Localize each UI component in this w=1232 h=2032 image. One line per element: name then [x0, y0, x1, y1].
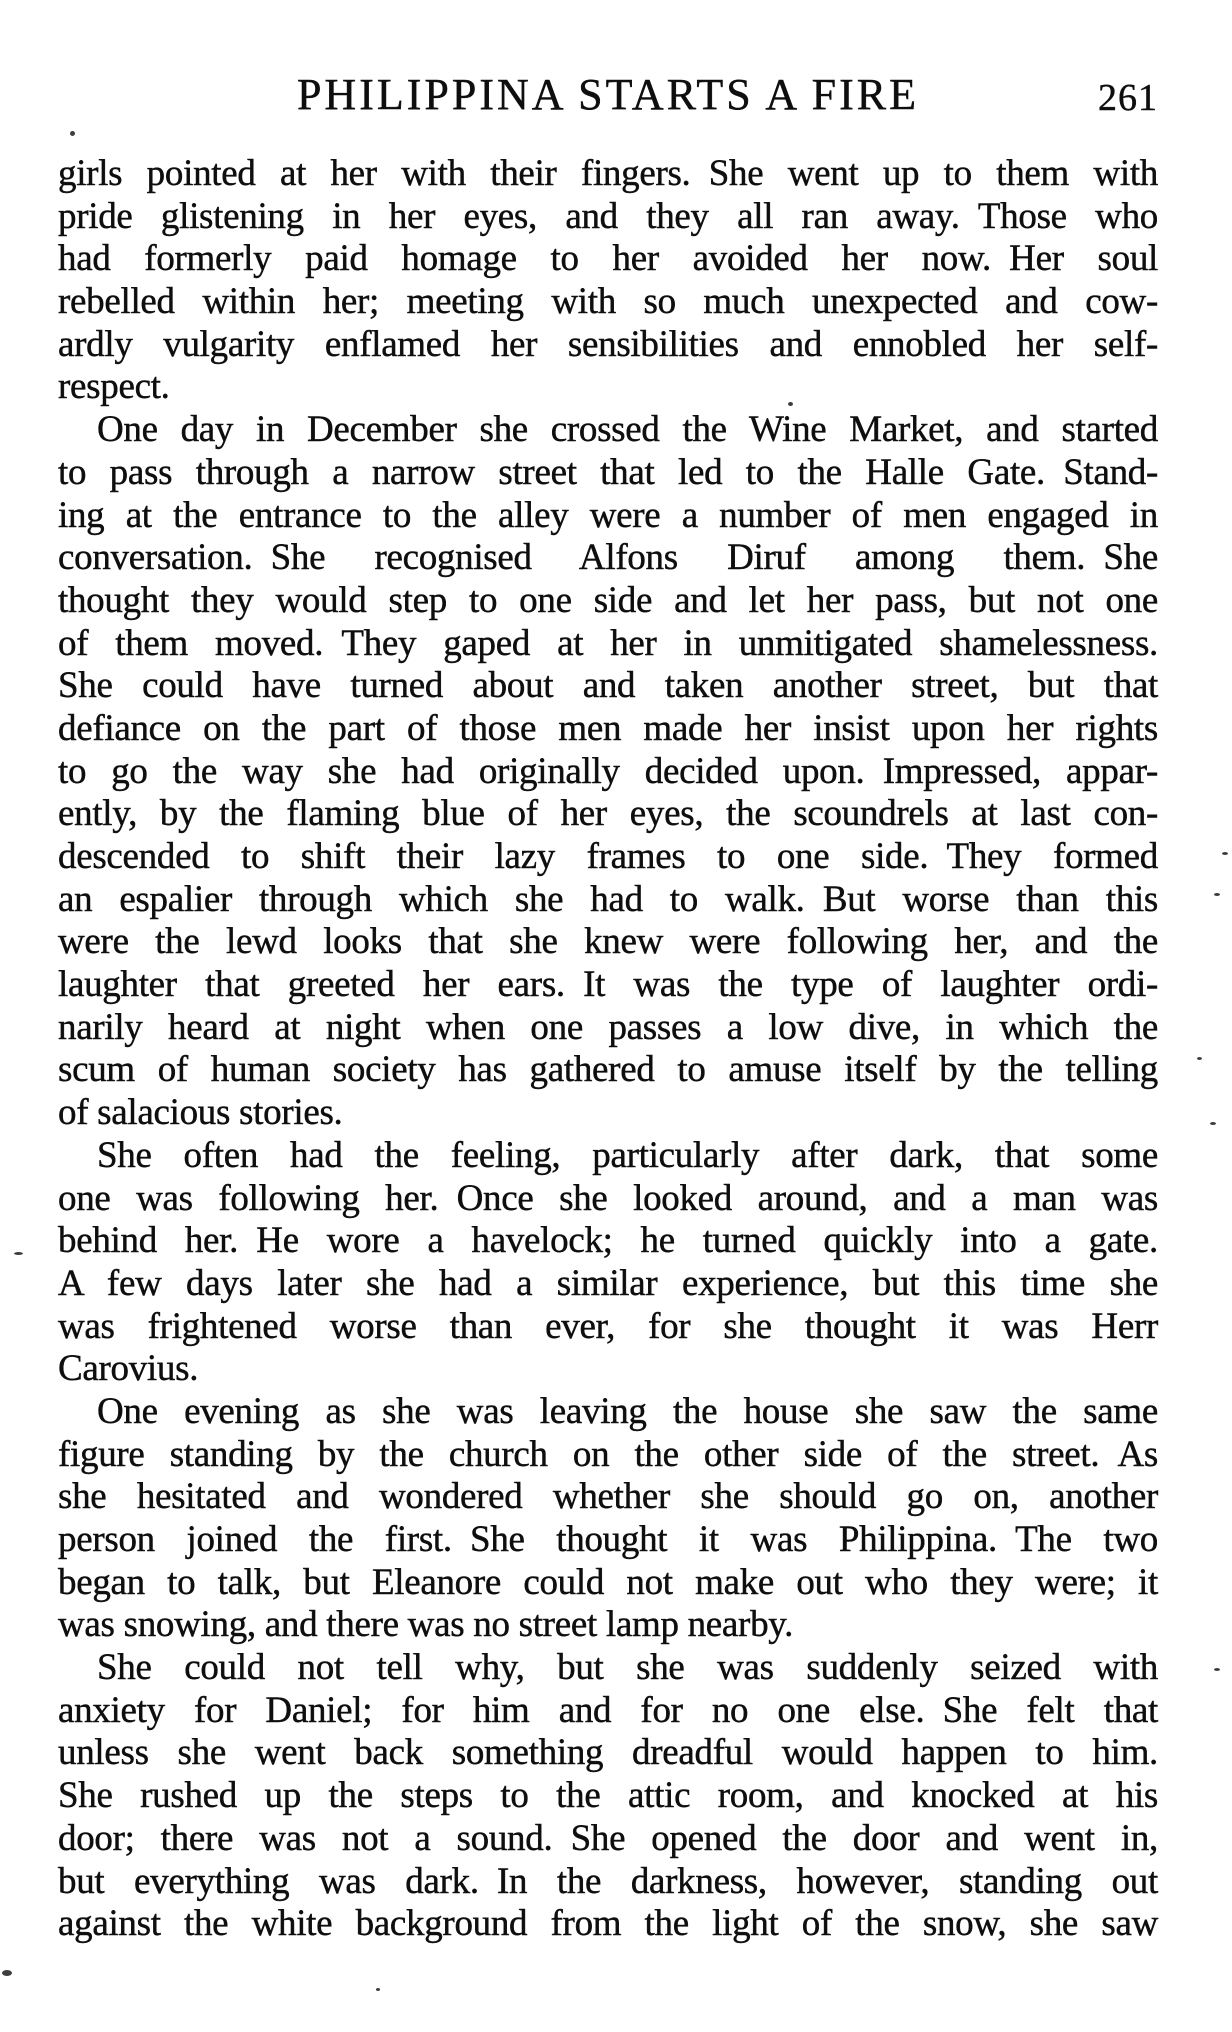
text-line: respect.: [58, 366, 170, 408]
text-line: narily heard at night when one passes a low dive, in which the: [58, 1006, 1158, 1048]
text-line: began to talk, but Eleanore could not make out who they were; it: [58, 1561, 1158, 1603]
paragraph: [58, 409, 1158, 1135]
scan-speck: [1197, 1057, 1202, 1060]
text-line: scum of human society has gathered to amuse itself by the telling: [58, 1049, 1158, 1091]
text-line: against the white background from the light of the snow, she saw: [58, 1903, 1158, 1945]
text-line: of them moved. They gaped at her in unmitigated shamelessness.: [58, 622, 1158, 664]
text-line: anxiety for Daniel; for him and for no one else. She felt that: [58, 1689, 1158, 1731]
text-line: Carovius.: [58, 1348, 199, 1390]
text-line: she hesitated and wondered whether she should go on, another: [58, 1476, 1158, 1518]
text-line: defiance on the part of those men made her insist upon her rights: [58, 707, 1158, 749]
scan-speck: [2, 1970, 12, 1976]
text-line: pride glistening in her eyes, and they all ran away. Those who: [58, 195, 1158, 237]
text-line: unless she went back something dreadful would happen to him.: [58, 1732, 1158, 1774]
text-line: She could not tell why, but she was suddenly seized with: [97, 1647, 1158, 1689]
text-line: thought they would step to one side and let her pass, but not one: [58, 579, 1158, 621]
text-line: one was following her. Once she looked around, and a man was: [58, 1177, 1158, 1219]
text-line: person joined the first. She thought it was Philippina. The two: [58, 1519, 1158, 1560]
page-header: [58, 70, 1158, 120]
text-line: conversation. She recognised Alfons Diruf among them. She: [58, 537, 1158, 579]
text-line: to pass through a narrow street that led to the Halle Gate. Stand-: [58, 451, 1158, 493]
text-line: descended to shift their lazy frames to one side. They formed: [58, 836, 1158, 877]
text-line: She could have turned about and taken another street, but that: [58, 665, 1158, 707]
paragraph: [58, 1647, 1158, 1946]
text-line: She often had the feeling, particularly after dark, that some: [97, 1134, 1158, 1176]
text-line: had formerly paid homage to her avoided her now. Her soul: [58, 238, 1158, 280]
text-line: laughter that greeted her ears. It was the type of laughter ordi-: [58, 964, 1158, 1006]
scan-speck: [1214, 893, 1220, 896]
scan-speck: [788, 402, 793, 406]
paragraph: [58, 1135, 1158, 1391]
text-line: of salacious stories.: [58, 1092, 343, 1134]
text-line: ently, by the flaming blue of her eyes, the scoundrels at last con-: [58, 793, 1158, 835]
scan-speck: [1210, 1122, 1216, 1125]
text-line: A few days later she had a similar experience, but this time she: [58, 1262, 1158, 1304]
text-line: She rushed up the steps to the attic room, and knocked at his: [58, 1775, 1158, 1817]
text-line: ardly vulgarity enflamed her sensibilities and ennobled her self-: [58, 323, 1158, 365]
text-line: behind her. He wore a havelock; he turned quickly into a gate.: [58, 1220, 1158, 1262]
page-number: 261: [1098, 77, 1158, 119]
text-line: One day in December she crossed the Wine Market, and started: [97, 409, 1158, 451]
paragraph: [58, 1391, 1158, 1647]
scan-speck: [1214, 1668, 1220, 1671]
text-line: but everything was dark. In the darkness, however, standing out: [58, 1860, 1158, 1902]
text-line: was frightened worse than ever, for she thought it was Herr: [58, 1305, 1158, 1347]
text-line: door; there was not a sound. She opened the door and went in,: [58, 1817, 1158, 1859]
scan-speck: [376, 1988, 380, 1991]
scan-speck: [70, 131, 75, 136]
text-line: was snowing, and there was no street lamp nearby.: [58, 1604, 794, 1646]
text-line: were the lewd looks that she knew were following her, and the: [58, 921, 1158, 963]
text-line: girls pointed at her with their fingers. She went up to them with: [58, 153, 1158, 194]
scan-speck: [14, 1252, 23, 1255]
text-line: figure standing by the church on the other side of the street. As: [58, 1433, 1158, 1475]
text-line: rebelled within her; meeting with so much unexpected and cow-: [58, 281, 1158, 323]
text-line: an espalier through which she had to walk. But worse than this: [58, 878, 1158, 920]
paragraph: [58, 153, 1158, 409]
running-title: PHILIPPINA STARTS A FIRE: [296, 70, 920, 119]
text-line: One evening as she was leaving the house she saw the same: [97, 1390, 1158, 1432]
body-text: [58, 153, 1158, 1946]
text-line: ing at the entrance to the alley were a number of men engaged in: [58, 494, 1158, 536]
scan-speck: [1222, 852, 1228, 855]
text-line: to go the way she had originally decided upon. Impressed, appar-: [58, 750, 1158, 792]
